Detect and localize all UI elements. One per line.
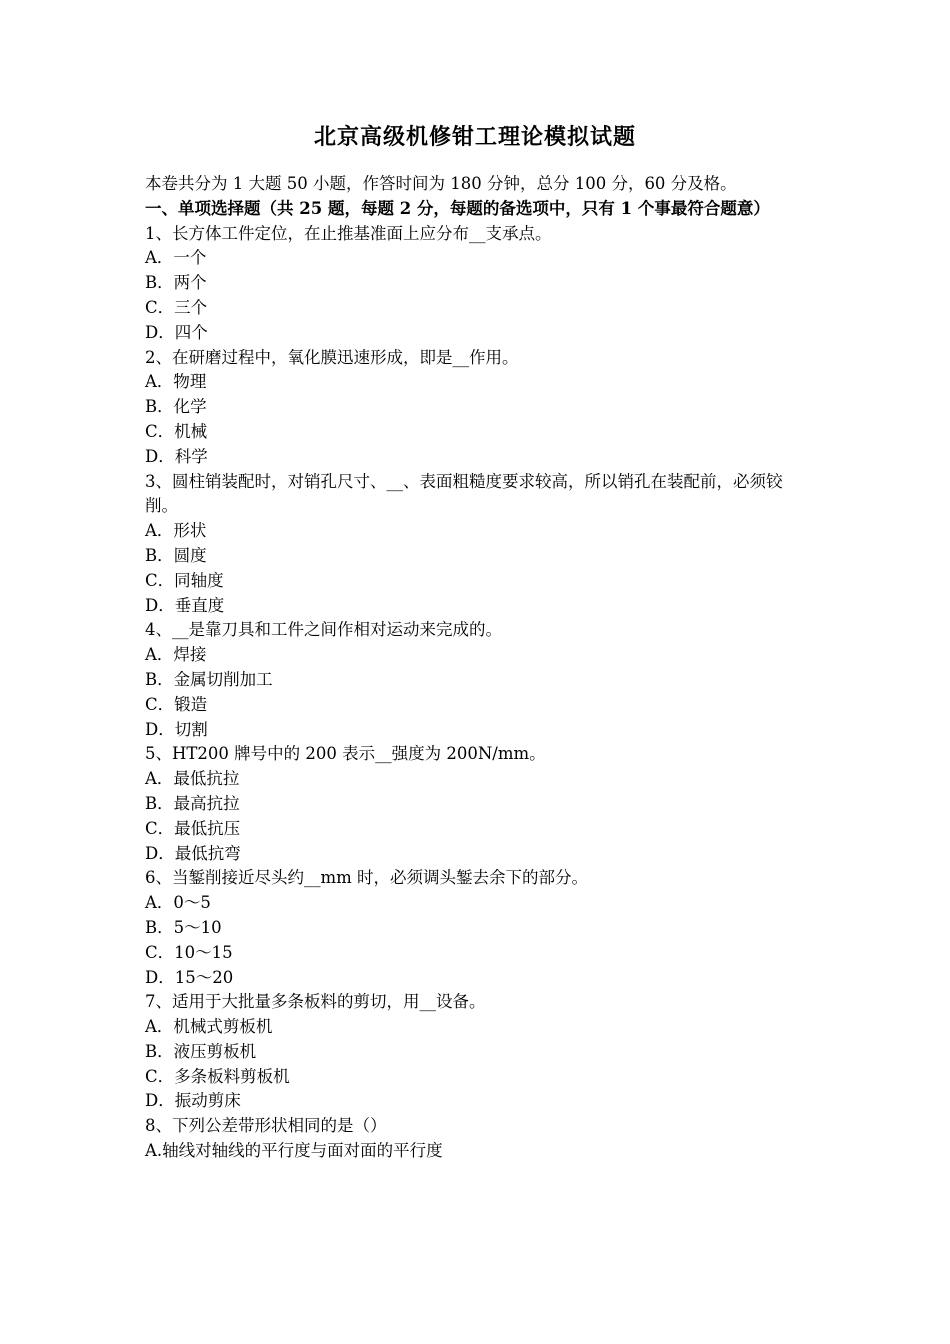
question-stem: 4、__是靠刀具和工件之间作相对运动来完成的。 [145, 620, 502, 640]
question-stem: 7、适用于大批量多条板料的剪切，用__设备。 [145, 992, 486, 1012]
answer-option: C．机械 [145, 421, 208, 441]
question-stem: 3、圆柱销装配时，对销孔尺寸、__、表面粗糙度要求较高，所以销孔在装配前，必须铰削。 [145, 471, 783, 516]
answer-option: C．多条板料剪板机 [145, 1066, 290, 1086]
answer-option: D．振动剪床 [145, 1091, 241, 1111]
section-heading: 一、单项选择题（共 25 题，每题 2 分，每题的备选项中，只有 1 个事最符合题意） [145, 198, 770, 218]
question-stem: 5、HT200 牌号中的 200 表示__强度为 200N/mm。 [145, 744, 546, 764]
answer-option: C．锻造 [145, 694, 208, 714]
answer-option: A.轴线对轴线的平行度与面对面的平行度 [145, 1141, 443, 1161]
answer-option: A．形状 [145, 521, 207, 541]
answer-option: C．三个 [145, 297, 208, 317]
answer-option: B．液压剪板机 [145, 1041, 257, 1061]
answer-option: C．最低抗压 [145, 818, 241, 838]
question-stem: 2、在研磨过程中，氧化膜迅速形成，即是__作用。 [145, 347, 519, 367]
answer-option: B．5～10 [145, 917, 222, 937]
intro-text: 本卷共分为 1 大题 50 小题，作答时间为 180 分钟，总分 100 分，60 分及格。 [145, 174, 737, 193]
answer-option: C．同轴度 [145, 570, 224, 590]
answer-option: D．切割 [145, 719, 208, 739]
answer-option: D．最低抗弯 [145, 843, 241, 863]
answer-option: B．两个 [145, 273, 207, 293]
answer-option: A．一个 [145, 248, 207, 268]
answer-option: B．金属切削加工 [145, 669, 273, 689]
answer-option: A．0～5 [145, 893, 211, 913]
answer-option: A．焊接 [145, 645, 207, 665]
answer-option: B．化学 [145, 397, 207, 417]
answer-option: D．四个 [145, 322, 208, 342]
answer-option: B．圆度 [145, 545, 207, 565]
document-body [145, 172, 815, 1164]
answer-option: A．机械式剪板机 [145, 1017, 273, 1037]
answer-option: D．15～20 [145, 967, 234, 987]
question-stem: 6、当錾削接近尽头约__mm 时，必须调头錾去余下的部分。 [145, 868, 589, 888]
document-title: 北京高级机修钳工理论模拟试题 [313, 124, 636, 150]
answer-option: D．垂直度 [145, 595, 225, 615]
answer-option: A．最低抗拉 [145, 769, 240, 789]
answer-option: B．最高抗拉 [145, 793, 240, 813]
answer-option: C．10～15 [145, 942, 233, 962]
question-stem: 8、下列公差带形状相同的是（） [145, 1116, 387, 1136]
answer-option: D．科学 [145, 446, 208, 466]
answer-option: A．物理 [145, 372, 207, 392]
question-stem: 1、长方体工件定位，在止推基准面上应分布__支承点。 [145, 223, 552, 243]
